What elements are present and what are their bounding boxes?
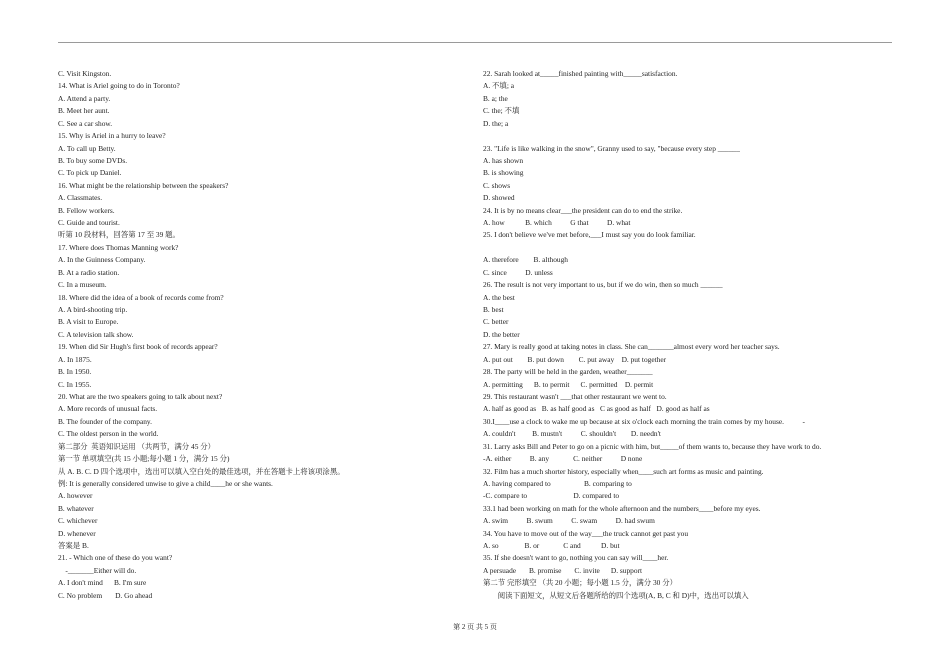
text-line: 25. I don't believe we've met before,___I must say you do look familiar.: [483, 230, 696, 240]
text-line: D. showed: [483, 193, 515, 203]
text-line: B. In 1950.: [58, 367, 92, 377]
text-line: B. A visit to Europe.: [58, 317, 119, 327]
text-line: A. Classmates.: [58, 193, 103, 203]
text-line: A persuade B. promise C. invite D. support: [483, 565, 643, 575]
text-line: A. Attend a party.: [58, 93, 111, 103]
text-line: A. More records of unusual facts.: [58, 404, 158, 414]
text-line: A. how B. which G that D. what: [483, 218, 631, 228]
text-line: A. having compared to B. comparing to: [483, 478, 632, 488]
text-line: C. better: [483, 317, 509, 327]
text-line: 32. Film has a much shorter history, especially when____such art forms as music and painting.: [483, 466, 764, 476]
text-line: C. See a car show.: [58, 118, 113, 128]
text-line: 27. Mary is really good at taking notes in class. She can_______almost every word her teacher says.: [483, 342, 780, 352]
text-line: 18. Where did the idea of a book of records come from?: [58, 292, 224, 302]
text-line: A. A bird-shooting trip.: [58, 305, 128, 315]
text-line: C. the; 不填: [483, 106, 520, 116]
text-line: A. To call up Betty.: [58, 143, 116, 153]
text-line: C. To pick up Daniel.: [58, 168, 122, 178]
text-line: 例: It is generally considered unwise to give a child____he or she wants.: [58, 478, 273, 488]
text-line: B. whatever: [58, 503, 94, 513]
text-line: C. No problem D. Go ahead: [58, 590, 153, 600]
text-line: 阅读下面短文，从短文后各题所给的四个选项(A, B, C 和 D)中，选出可以填入: [483, 590, 749, 600]
text-line: B. The founder of the company.: [58, 416, 152, 426]
text-line: B. Fellow workers.: [58, 205, 115, 215]
text-line: [483, 130, 893, 142]
page-footer: 第 2 页 共 5 页: [453, 623, 497, 631]
text-line: 16. What might be the relationship between the speakers?: [58, 180, 229, 190]
text-line: -_______Either will do.: [58, 565, 137, 575]
text-line: C. In 1955.: [58, 379, 92, 389]
text-line: 第二节 完形填空 （共 20 小题；每小题 1.5 分，满分 30 分）: [483, 578, 678, 588]
text-line: 23. "Life is like walking in the snow", Granny used to say, "because every step ______: [483, 143, 740, 153]
text-line: C. shows: [483, 180, 511, 190]
text-line: B. At a radio station.: [58, 267, 120, 277]
text-line: 26. The result is not very important to us, but if we do win, then so much ______: [483, 280, 723, 290]
text-line: A. I don't mind B. I'm sure: [58, 578, 147, 588]
text-line: A. half as good as B. as half good as C as good as half D. good as half as: [483, 404, 710, 414]
text-line: D. the better: [483, 329, 520, 339]
text-line: A. has shown: [483, 155, 524, 165]
text-line: 17. Where does Thomas Manning work?: [58, 242, 179, 252]
right-column: [483, 68, 893, 602]
text-line: C. whichever: [58, 516, 98, 526]
text-line: 从 A. B. C. D 四个选项中，选出可以填入空白处的最佳选项，并在答题卡上将该项涂黑。: [58, 466, 345, 476]
text-line: -A. either B. any C. neither D none: [483, 454, 643, 464]
text-line: A. the best: [483, 292, 515, 302]
text-line: A. In 1875.: [58, 354, 92, 364]
text-line: 答案是 B.: [58, 541, 89, 551]
text-line: 22. Sarah looked at_____finished painting with_____satisfaction.: [483, 69, 678, 78]
text-line: [483, 242, 893, 254]
text-line: 33.1 had been working on math for the whole afternoon and the numbers____before my eyes.: [483, 503, 761, 513]
text-line: A. put out B. put down C. put away D. put together: [483, 354, 667, 364]
text-line: B. Meet her aunt.: [58, 106, 110, 116]
text-line: A. swim B. swum C. swam D. had swum: [483, 516, 655, 526]
text-line: B. To buy some DVDs.: [58, 155, 128, 165]
text-line: D. the; a: [483, 118, 509, 128]
text-line: 24. It is by no means clear___the president can do to end the strike.: [483, 205, 683, 215]
text-line: 15. Why is Ariel in a hurry to leave?: [58, 131, 166, 141]
text-line: B. best: [483, 305, 504, 315]
text-line: A. however: [58, 491, 93, 501]
text-line: C. Visit Kingston.: [58, 69, 112, 78]
text-line: C. A television talk show.: [58, 329, 134, 339]
text-line: 听第 10 段材料，回答第 17 至 39 题。: [58, 230, 180, 240]
text-line: A. 不填; a: [483, 81, 514, 91]
text-line: B. a; the: [483, 93, 508, 103]
text-line: C. since D. unless: [483, 267, 553, 277]
text-line: A. so B. or C and D. but: [483, 541, 620, 551]
text-line: 21. - Which one of these do you want?: [58, 553, 173, 563]
left-column: [58, 68, 463, 602]
text-line: B. is showing: [483, 168, 524, 178]
text-line: 14. What is Ariel going to do in Toronto?: [58, 81, 180, 91]
text-line: C. Guide and tourist.: [58, 218, 120, 228]
header-rule: [58, 42, 892, 43]
text-line: C. The oldest person in the world.: [58, 429, 159, 439]
text-line: 35. If she doesn't want to go, nothing you can say will____her.: [483, 553, 669, 563]
text-line: A. therefore B. although: [483, 255, 568, 265]
text-line: 34. You have to move out of the way___the truck cannot get past you: [483, 528, 689, 538]
text-line: -C. compare to D. compared to: [483, 491, 620, 501]
text-line: A. permitting B. to permit C. permitted D. permit: [483, 379, 654, 389]
text-line: 20. What are the two speakers going to talk about next?: [58, 391, 223, 401]
text-line: 30.I____use a clock to wake me up because at six o'clock each morning the train comes by my house. -: [483, 416, 805, 426]
text-line: 31. Larry asks Bill and Peter to go on a picnic with him, but_____of them wants to, because they have work to do.: [483, 441, 822, 451]
text-line: C. In a museum.: [58, 280, 107, 290]
text-line: 19. When did Sir Hugh's first book of records appear?: [58, 342, 218, 352]
text-line: A. In the Guinness Company.: [58, 255, 146, 265]
text-line: 第二部分 英语知识运用 （共两节，满分 45 分）: [58, 441, 216, 451]
text-line: D. whenever: [58, 528, 96, 538]
text-line: 28. The party will be held in the garden, weather_______: [483, 367, 653, 377]
text-line: A. couldn't B. mustn't C. shouldn't D. needn't: [483, 429, 661, 439]
text-line: 第一节 单项填空(共 15 小题;每小题 1 分，满分 15 分): [58, 454, 230, 464]
text-line: 29. This restaurant wasn't ___that other restaurant we went to.: [483, 391, 667, 401]
